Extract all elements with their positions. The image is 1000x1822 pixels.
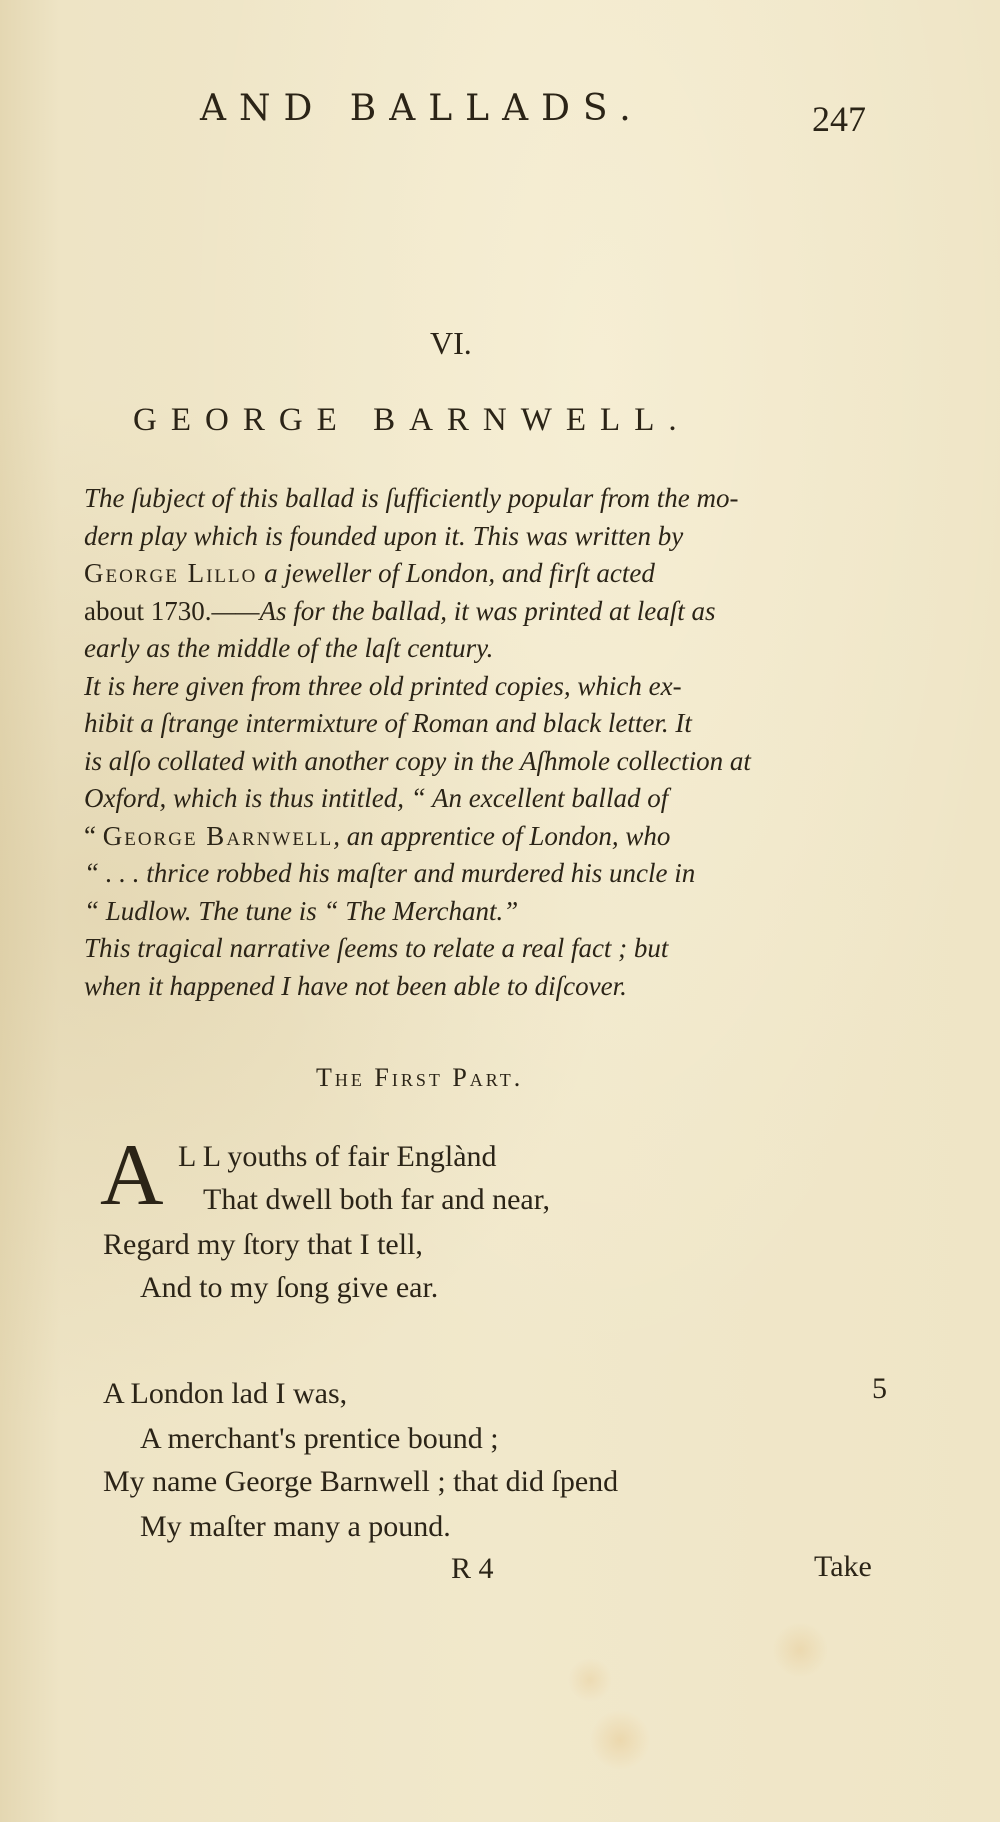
intro-paragraph bbox=[84, 480, 894, 1005]
page-number: 247 bbox=[812, 99, 866, 139]
intro-line-text: , an apprentice of London, who bbox=[333, 820, 671, 851]
quote-mark: “ bbox=[84, 820, 103, 851]
subject-name: George Barnwell bbox=[102, 820, 334, 851]
intro-line-text: ——As for the ballad, it was printed at leaſt as bbox=[211, 595, 716, 626]
verse-line: That dwell both far and near, bbox=[203, 1183, 550, 1216]
intro-line: “ Ludlow. The tune is “ The Merchant.” bbox=[84, 895, 519, 926]
intro-line bbox=[84, 818, 894, 856]
verse-line: My name George Barnwell ; that did ſpend bbox=[103, 1465, 619, 1498]
signature-mark: R 4 bbox=[451, 1552, 494, 1585]
intro-line: This tragical narrative ſeems to relate a real fact ; but bbox=[84, 933, 669, 963]
intro-line: early as the middle of the laſt century. bbox=[84, 633, 494, 663]
date-text: about 1730. bbox=[84, 595, 212, 626]
part-title: The First Part. bbox=[316, 1063, 524, 1092]
intro-line: hibit a ſtrange intermixture of Roman and black letter. It bbox=[84, 708, 692, 738]
line-number: 5 bbox=[872, 1372, 887, 1405]
verse-line: A London lad I was, bbox=[103, 1377, 348, 1410]
intro-line-text: a jeweller of London, and firſt acted bbox=[257, 558, 655, 588]
intro-line: is alſo collated with another copy in the Aſhmole collection at bbox=[84, 745, 751, 776]
verse-line: And to my ſong give ear. bbox=[140, 1271, 439, 1304]
verse-line: L L youths of fair Englànd bbox=[178, 1140, 497, 1173]
intro-line bbox=[84, 555, 894, 593]
ballad-number: VI. bbox=[430, 325, 472, 361]
drop-cap: A bbox=[100, 1127, 164, 1224]
intro-line: when it happened I have not been able to diſcover. bbox=[84, 970, 627, 1001]
intro-line bbox=[84, 593, 894, 631]
intro-line: It is here given from three old printed copies, which ex- bbox=[84, 670, 682, 701]
verse-line: A merchant's prentice bound ; bbox=[140, 1422, 499, 1455]
verse-line: My maſter many a pound. bbox=[140, 1510, 451, 1543]
verse-line: Regard my ſtory that I tell, bbox=[103, 1228, 423, 1261]
intro-line: “ . . . thrice robbed his maſter and murdered his uncle in bbox=[84, 858, 696, 888]
intro-line: The ſubject of this ballad is ſufficiently popular from the mo- bbox=[84, 483, 739, 513]
catchword: Take bbox=[814, 1550, 872, 1583]
author-name: George Lillo bbox=[84, 558, 258, 588]
intro-line: Oxford, which is thus intitled, “ An excellent ballad of bbox=[84, 783, 669, 813]
intro-line: dern play which is founded upon it. This was written by bbox=[84, 520, 684, 551]
running-head: AND BALLADS. bbox=[200, 88, 644, 129]
ballad-title: GEORGE BARNWELL. bbox=[133, 402, 691, 438]
